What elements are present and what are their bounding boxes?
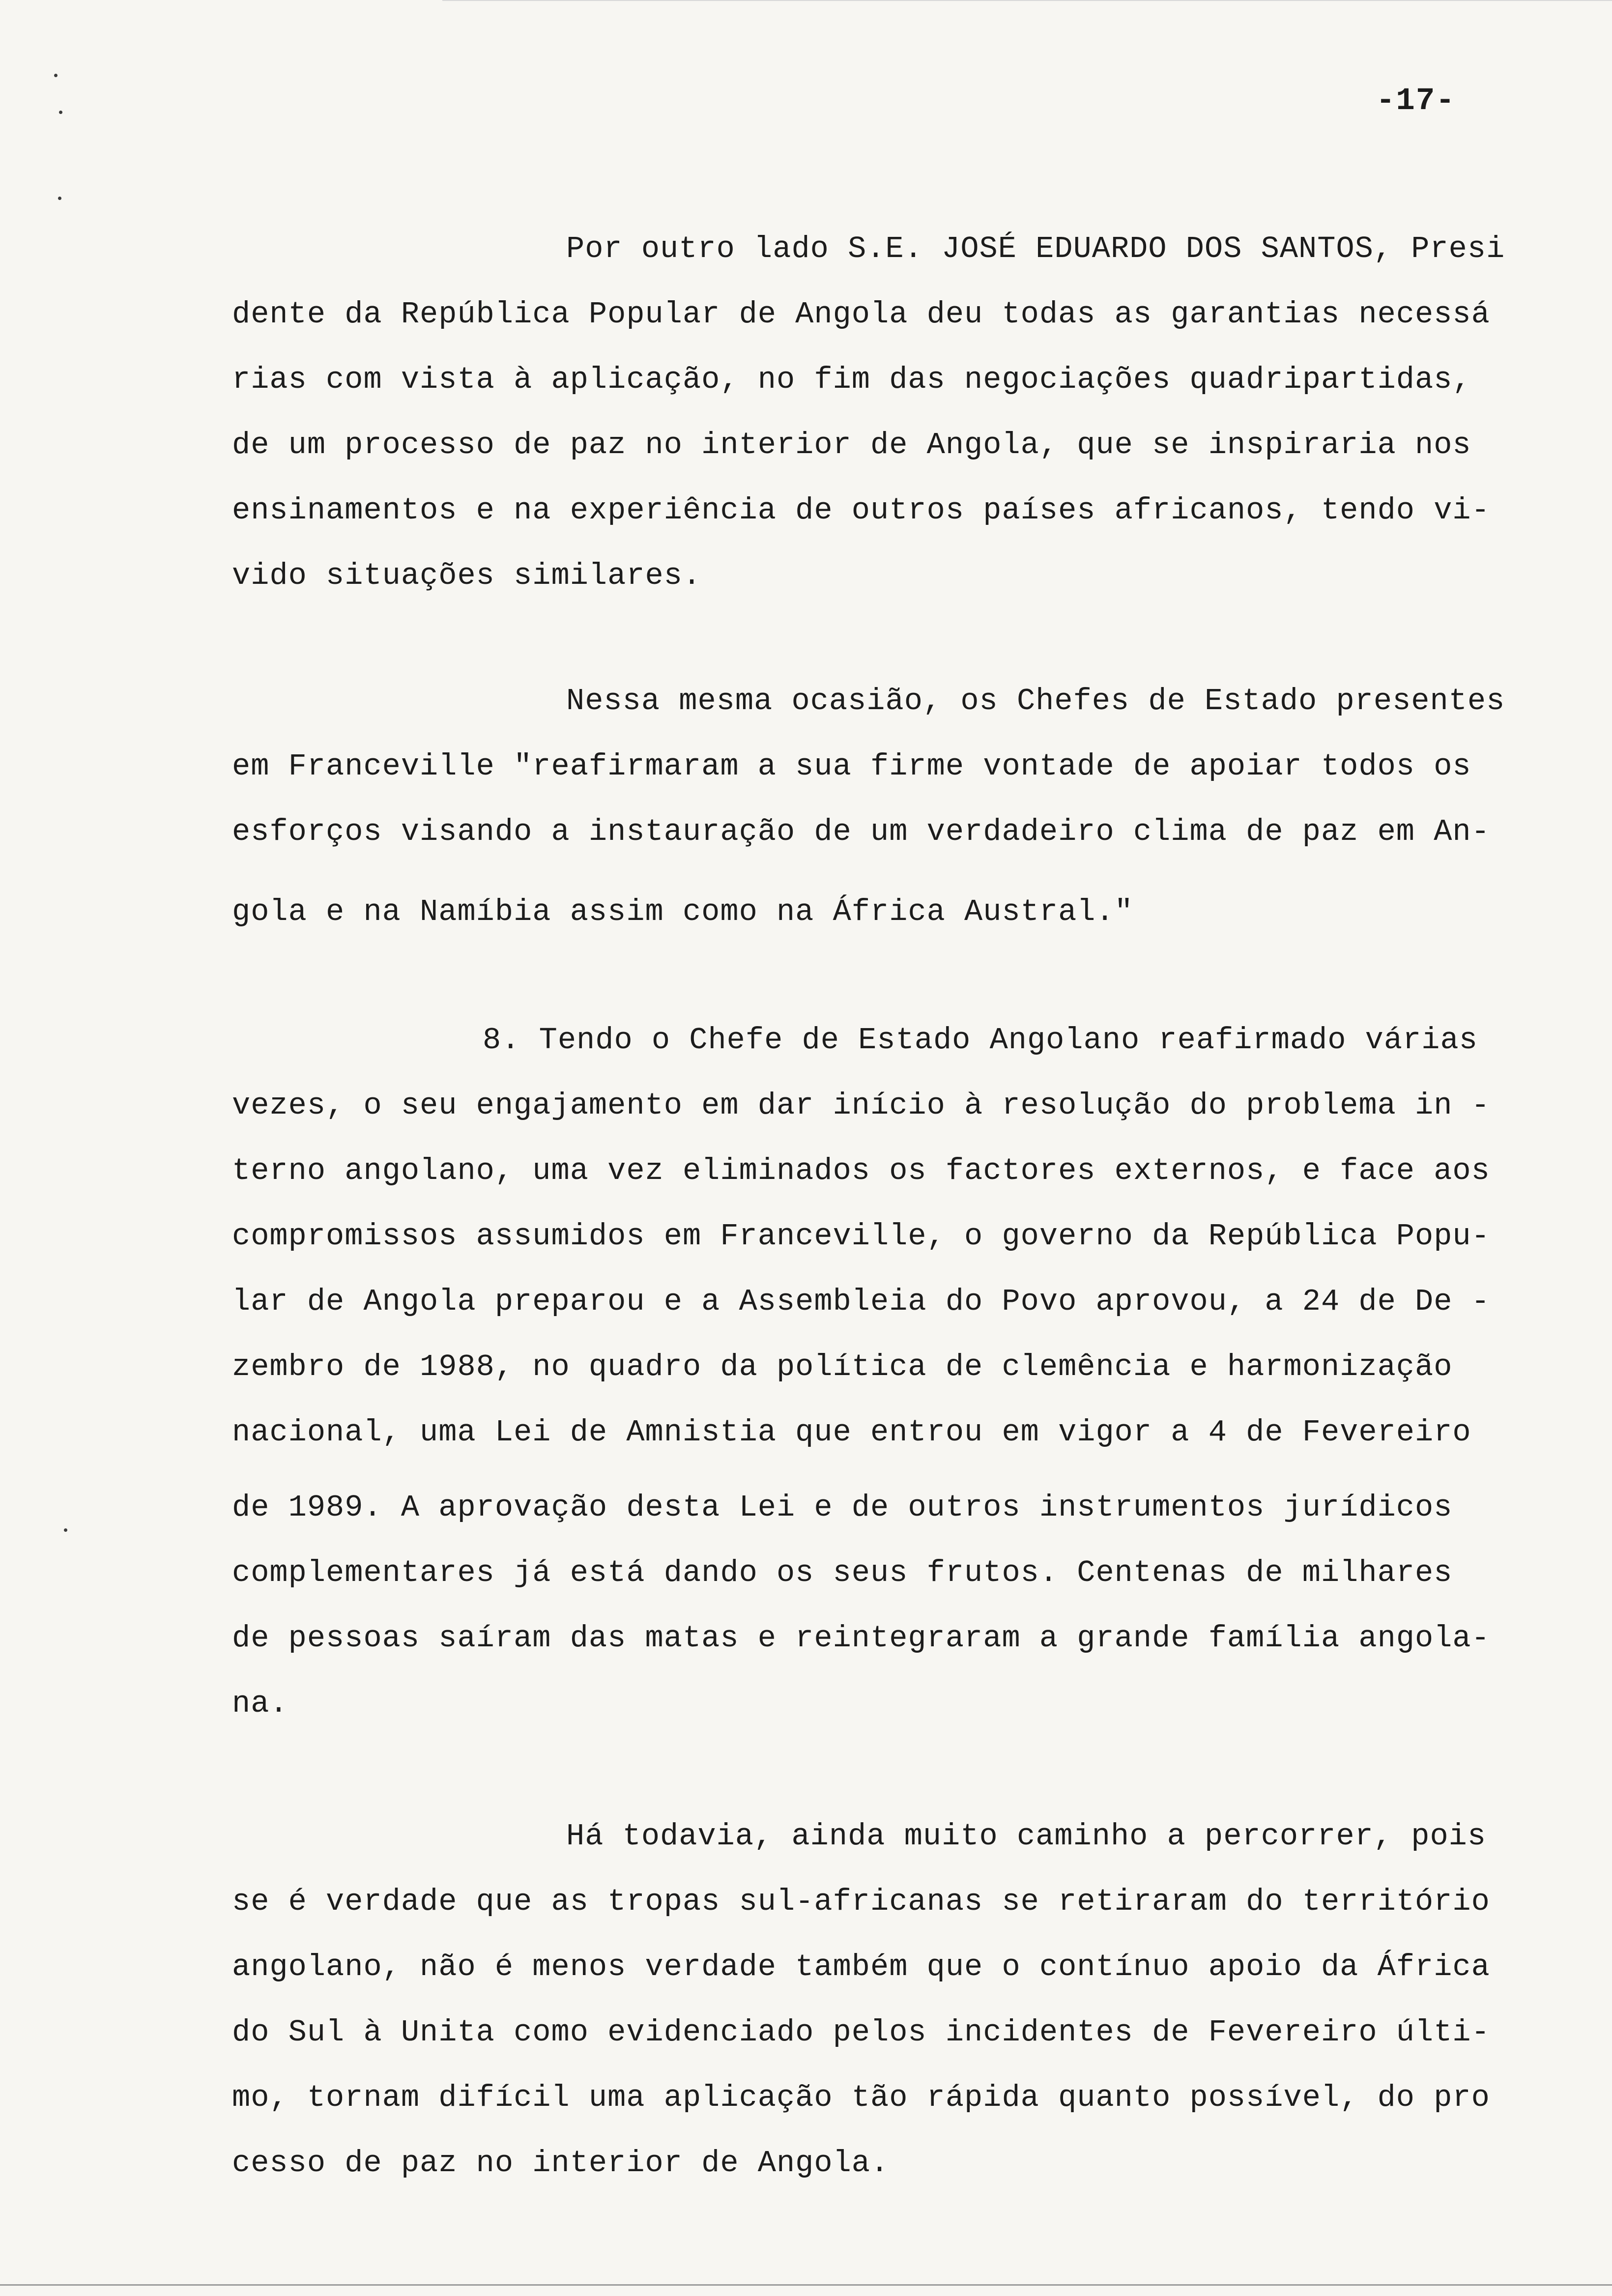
text-line: compromissos assumidos em Franceville, o governo da República Popu- (232, 1219, 1490, 1254)
text-line: 8. Tendo o Chefe de Estado Angolano reafirmado várias (483, 1023, 1478, 1058)
scan-speck (54, 74, 58, 77)
text-line: angolano, não é menos verdade também que o contínuo apoio da África (232, 1950, 1490, 1984)
text-line: se é verdade que as tropas sul-africanas se retiraram do território (232, 1884, 1490, 1919)
page-number: -17- (1376, 84, 1456, 119)
text-line: ensinamentos e na experiência de outros países africanos, tendo vi- (232, 493, 1490, 528)
text-line: cesso de paz no interior de Angola. (232, 2146, 890, 2181)
text-line: em Franceville "reafirmaram a sua firme vontade de apoiar todos os (232, 749, 1471, 784)
text-line: dente da República Popular de Angola deu todas as garantias necessá (232, 297, 1490, 332)
text-line: terno angolano, uma vez eliminados os factores externos, e face aos (232, 1153, 1490, 1188)
text-line: Por outro lado S.E. JOSÉ EDUARDO DOS SANTOS, Presi (566, 231, 1505, 266)
text-line: Há todavia, ainda muito caminho a percorrer, pois (566, 1819, 1487, 1854)
text-line: de pessoas saíram das matas e reintegraram a grande família angola- (232, 1621, 1490, 1656)
scan-edge-line (442, 0, 1612, 1)
paragraph-4 (232, 1804, 1539, 2196)
paragraph-2 (232, 668, 1539, 945)
text-line: do Sul à Unita como evidenciado pelos incidentes de Fevereiro últi- (232, 2015, 1490, 2050)
text-line: gola e na Namíbia assim como na África Austral." (232, 894, 1133, 929)
text-line: na. (232, 1686, 288, 1721)
text-line: rias com vista à aplicação, no fim das negociações quadripartidas, (232, 362, 1471, 397)
text-line: vezes, o seu engajamento em dar início à resolução do problema in - (232, 1088, 1490, 1123)
text-line: de 1989. A aprovação desta Lei e de outros instrumentos jurídicos (232, 1490, 1453, 1525)
text-line: vido situações similares. (232, 558, 702, 593)
text-line: de um processo de paz no interior de Angola, que se inspiraria nos (232, 428, 1471, 462)
scan-speck (59, 111, 62, 114)
paragraph-3 (232, 1007, 1539, 1736)
text-line: lar de Angola preparou e a Assembleia do Povo aprovou, a 24 de De - (232, 1284, 1490, 1319)
text-line: Nessa mesma ocasião, os Chefes de Estado presentes (566, 684, 1505, 718)
scan-speck (64, 1528, 67, 1532)
text-line: esforços visando a instauração de um verdadeiro clima de paz em An- (232, 814, 1490, 849)
text-line: zembro de 1988, no quadro da política de clemência e harmonização (232, 1349, 1453, 1384)
paragraph-1 (232, 216, 1539, 608)
text-line: complementares já está dando os seus frutos. Centenas de milhares (232, 1555, 1453, 1590)
scan-bottom-edge (0, 2284, 1612, 2286)
scan-speck (58, 197, 61, 200)
text-line: mo, tornam difícil uma aplicação tão rápida quanto possível, do pro (232, 2080, 1490, 2115)
text-line: nacional, uma Lei de Amnistia que entrou em vigor a 4 de Fevereiro (232, 1415, 1471, 1450)
